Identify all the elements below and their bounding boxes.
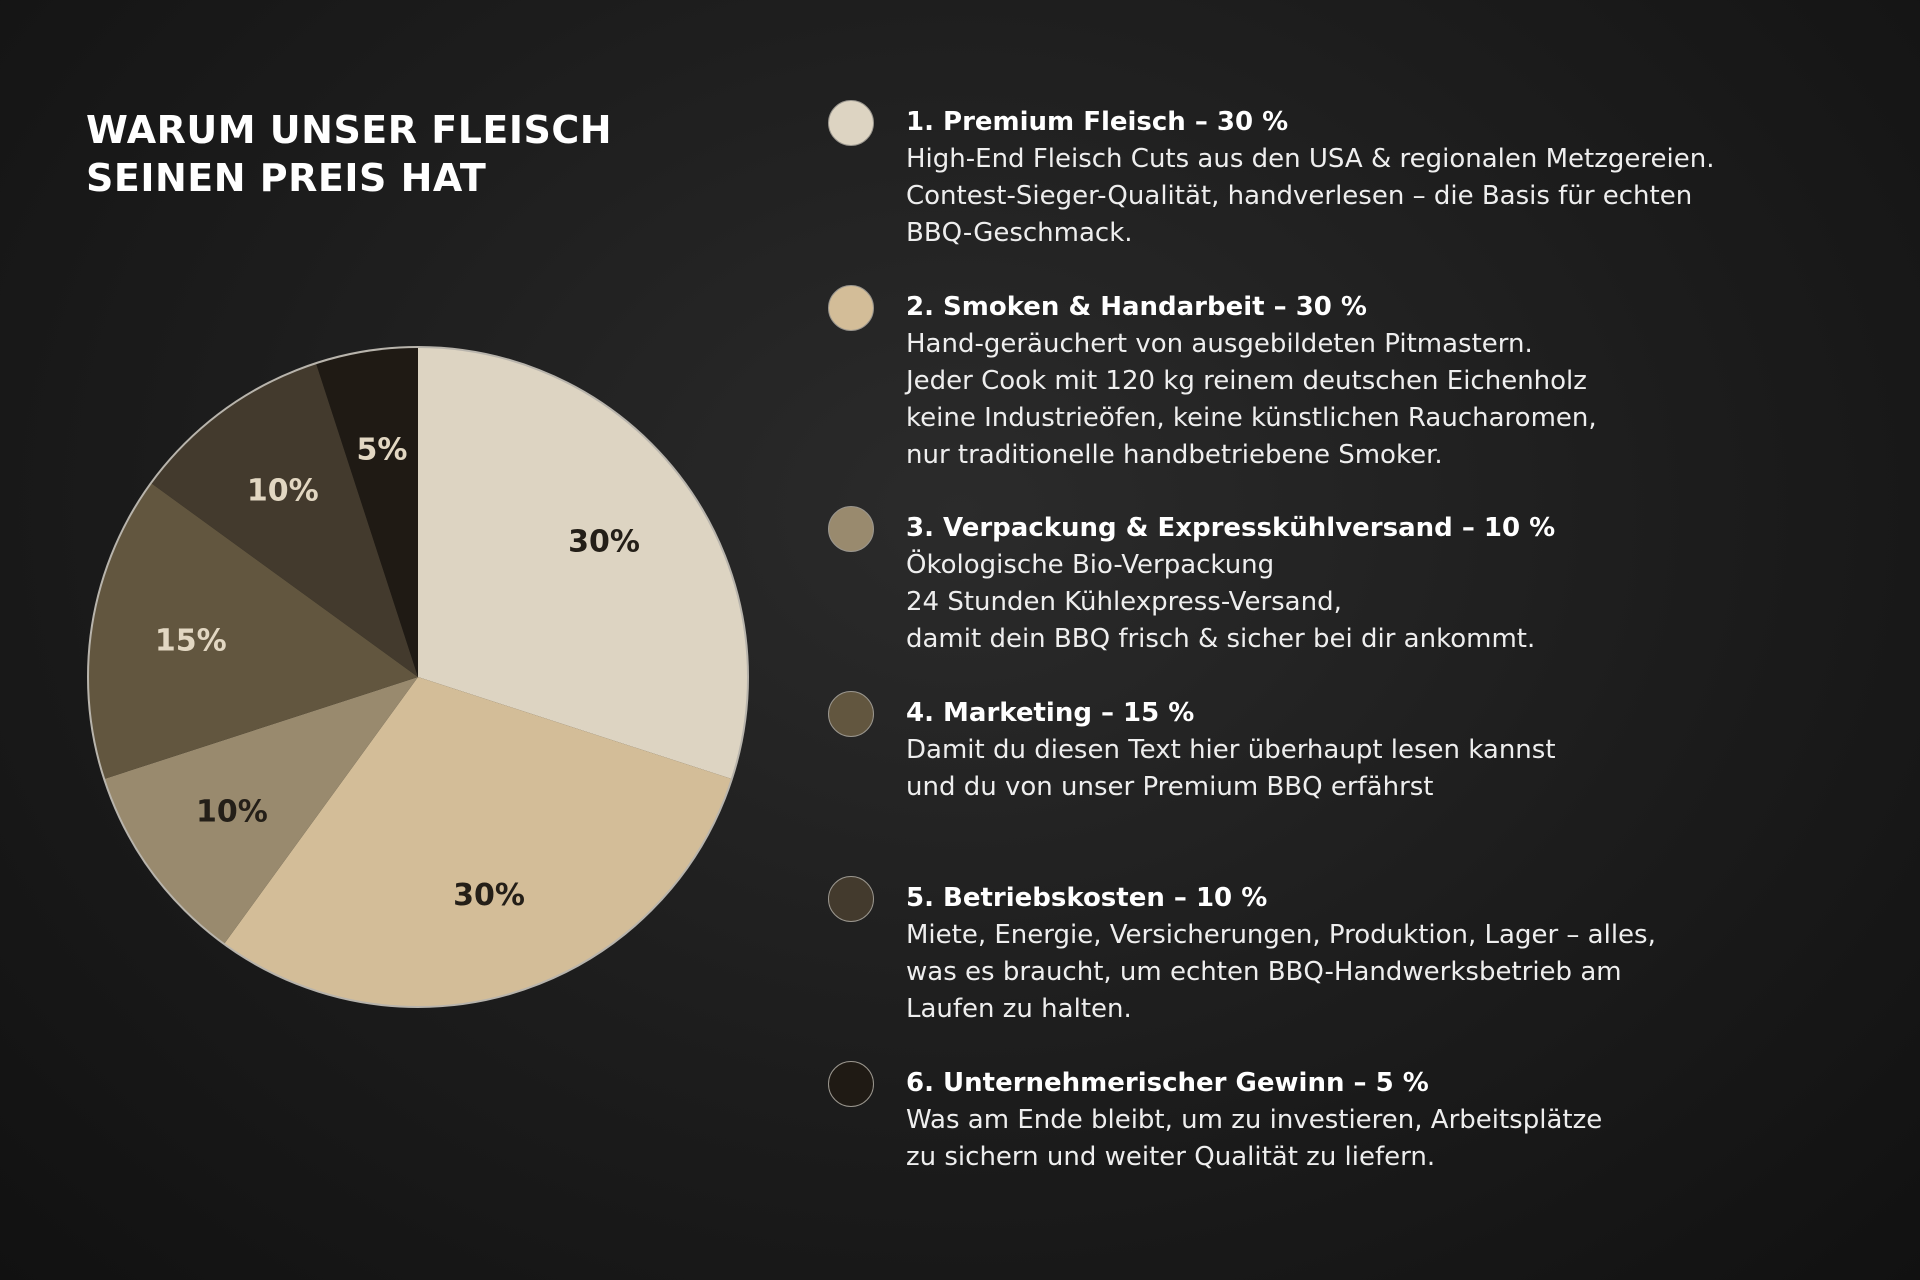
legend-description-line: damit dein BBQ frisch & sicher bei dir ankommt. — [906, 624, 1536, 654]
legend-heading: 1. Premium Fleisch – 30 % — [906, 107, 1289, 137]
legend-text — [906, 104, 1896, 252]
legend-heading: 2. Smoken & Handarbeit – 30 % — [906, 292, 1367, 322]
legend-swatch-6 — [828, 1061, 874, 1107]
legend-description-line: Ökologische Bio-Verpackung — [906, 550, 1275, 580]
pie-slices — [88, 347, 748, 1007]
legend-description-line: High-End Fleisch Cuts aus den USA & regionalen Metzgereien. — [906, 144, 1715, 174]
legend-heading: 4. Marketing – 15 % — [906, 698, 1195, 728]
pie-label-1: 30% — [568, 524, 640, 560]
legend-description-line: Contest-Sieger-Qualität, handverlesen – die Basis für echten — [906, 181, 1693, 211]
title-line-2: SEINEN PREIS HAT — [86, 156, 487, 200]
title-line-1: WARUM UNSER FLEISCH — [86, 108, 613, 152]
legend-description-line: Was am Ende bleibt, um zu investieren, Arbeitsplätze — [906, 1105, 1603, 1135]
legend-text — [906, 510, 1896, 658]
legend-description-line: Laufen zu halten. — [906, 994, 1132, 1024]
legend-heading: 5. Betriebskosten – 10 % — [906, 883, 1268, 913]
legend-text — [906, 695, 1896, 806]
legend-description-line: und du von unser Premium BBQ erfährst — [906, 772, 1434, 802]
legend-swatch-1 — [828, 100, 874, 146]
legend-description-line: was es braucht, um echten BBQ-Handwerksbetrieb am — [906, 957, 1622, 987]
legend-description-line: keine Industrieöfen, keine künstlichen Raucharomen, — [906, 403, 1597, 433]
legend-heading: 6. Unternehmerischer Gewinn – 5 % — [906, 1068, 1429, 1098]
legend-heading: 3. Verpackung & Expresskühlversand – 10 % — [906, 513, 1556, 543]
legend-swatch-3 — [828, 506, 874, 552]
pie-label-2: 30% — [453, 878, 525, 914]
legend-description-line: Hand-geräuchert von ausgebildeten Pitmastern. — [906, 329, 1533, 359]
legend-description-line: Damit du diesen Text hier überhaupt lesen kannst — [906, 735, 1556, 765]
pie-label-5: 10% — [246, 473, 319, 509]
legend-text — [906, 289, 1896, 474]
legend-description-line: nur traditionelle handbetriebene Smoker. — [906, 440, 1443, 470]
legend-swatch-4 — [828, 691, 874, 737]
legend-swatch-2 — [828, 285, 874, 331]
legend-description-line: Jeder Cook mit 120 kg reinem deutschen Eichenholz — [906, 366, 1587, 396]
legend-description-line: zu sichern und weiter Qualität zu liefern. — [906, 1142, 1436, 1172]
legend-swatch-5 — [828, 876, 874, 922]
legend-description-line: Miete, Energie, Versicherungen, Produktion, Lager – alles, — [906, 920, 1656, 950]
legend-text — [906, 880, 1896, 1028]
pie-label-4: 15% — [154, 623, 227, 659]
legend-text — [906, 1065, 1896, 1176]
pie-chart — [0, 0, 760, 1050]
legend-description-line: BBQ-Geschmack. — [906, 218, 1133, 248]
pie-label-3: 10% — [196, 794, 268, 830]
legend-description-line: 24 Stunden Kühlexpress-Versand, — [906, 587, 1342, 617]
pie-label-6: 5% — [356, 432, 408, 468]
